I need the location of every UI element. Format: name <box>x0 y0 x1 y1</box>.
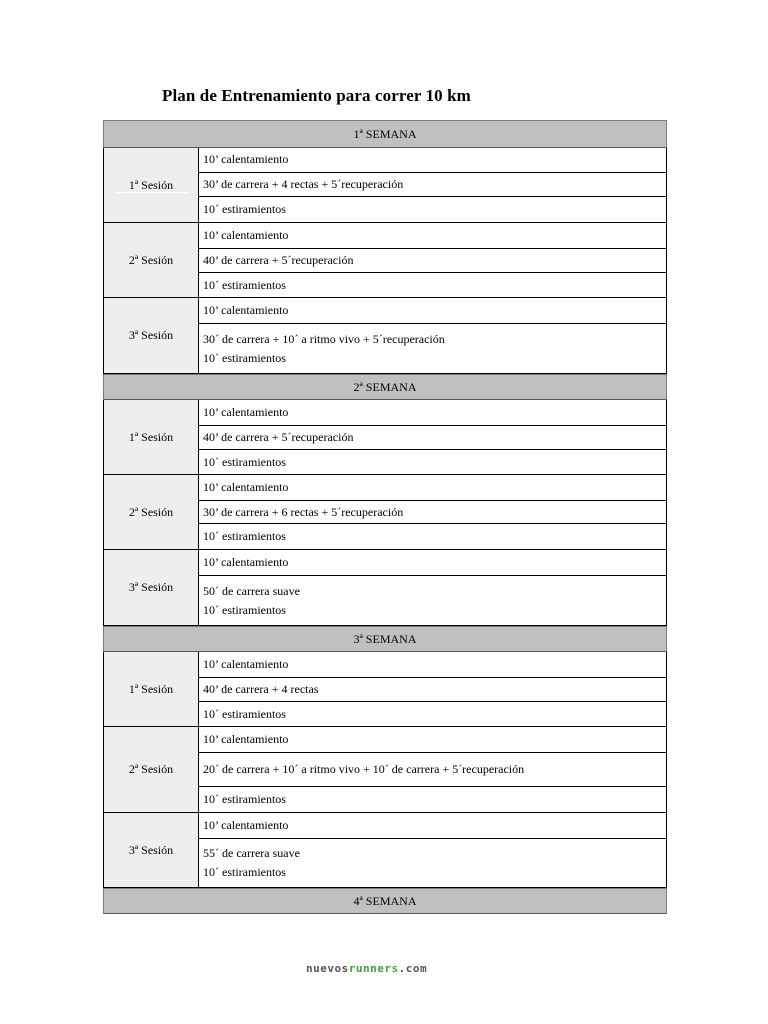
session-block <box>103 223 667 298</box>
session-block <box>103 475 667 550</box>
session-label: 1ª Sesión <box>104 652 199 726</box>
session-row: 10´ estiramientos <box>203 277 286 292</box>
session-block <box>103 727 667 813</box>
site-logo: nuevosrunners.com <box>306 962 428 975</box>
session-row: 30’ de carrera + 4 rectas + 5´recuperación <box>199 173 666 198</box>
session-block <box>103 652 667 727</box>
session-row: 40’ de carrera + 5´recuperación <box>199 249 666 274</box>
week-header: 2ª SEMANA <box>103 374 667 400</box>
session-row: 10’ calentamiento <box>199 298 666 324</box>
session-block <box>103 148 667 223</box>
session-block <box>103 400 667 475</box>
session-row: 10’ calentamiento <box>199 550 666 576</box>
session-block <box>103 298 667 374</box>
week-header: 3ª SEMANA <box>103 626 667 652</box>
session-row: 20´ de carrera + 10´ a ritmo vivo + 10´ de carrera + 5´recuperación <box>199 753 666 788</box>
session-row: 10´ estiramientos <box>203 202 286 217</box>
training-plan-table <box>103 120 667 914</box>
session-label: 3ª Sesión <box>104 813 199 887</box>
session-label: 2ª Sesión <box>104 223 199 297</box>
session-row: 10’ calentamiento <box>199 475 666 501</box>
session-label: 1ª Sesión <box>104 400 199 474</box>
week-header: 4ª SEMANA <box>103 888 667 914</box>
session-label: 1ª Sesión <box>104 148 199 222</box>
session-row: 10´ estiramientos <box>203 454 286 469</box>
session-row: 10´ estiramientos <box>203 529 286 544</box>
session-row: 50´ de carrera suave 10´ estiramientos <box>203 584 300 617</box>
session-row: 10´ estiramientos <box>203 706 286 721</box>
session-row: 10´ estiramientos <box>203 792 286 807</box>
session-label: 3ª Sesión <box>104 298 199 373</box>
session-row: 10’ calentamiento <box>199 652 666 678</box>
session-row: 10’ calentamiento <box>199 813 666 839</box>
session-block <box>103 813 667 888</box>
session-row: 10’ calentamiento <box>199 148 666 173</box>
session-row: 10’ calentamiento <box>199 400 666 426</box>
week-header: 1ª SEMANA <box>103 120 667 148</box>
session-label: 2ª Sesión <box>104 475 199 549</box>
session-label: 3ª Sesión <box>104 550 199 625</box>
page-title: Plan de Entrenamiento para correr 10 km <box>162 86 471 105</box>
session-row: 40’ de carrera + 4 rectas <box>199 678 666 703</box>
session-row: 40’ de carrera + 5´recuperación <box>199 426 666 451</box>
session-row: 10’ calentamiento <box>199 223 666 249</box>
session-row: 30’ de carrera + 6 rectas + 5´recuperación <box>199 501 666 525</box>
session-row: 55´ de carrera suave 10´ estiramientos <box>203 846 300 879</box>
session-row: 10’ calentamiento <box>199 727 666 753</box>
session-label: 2ª Sesión <box>104 727 199 812</box>
session-block <box>103 550 667 626</box>
session-row: 30´ de carrera + 10´ a ritmo vivo + 5´recuperación 10´ estiramientos <box>203 332 445 365</box>
